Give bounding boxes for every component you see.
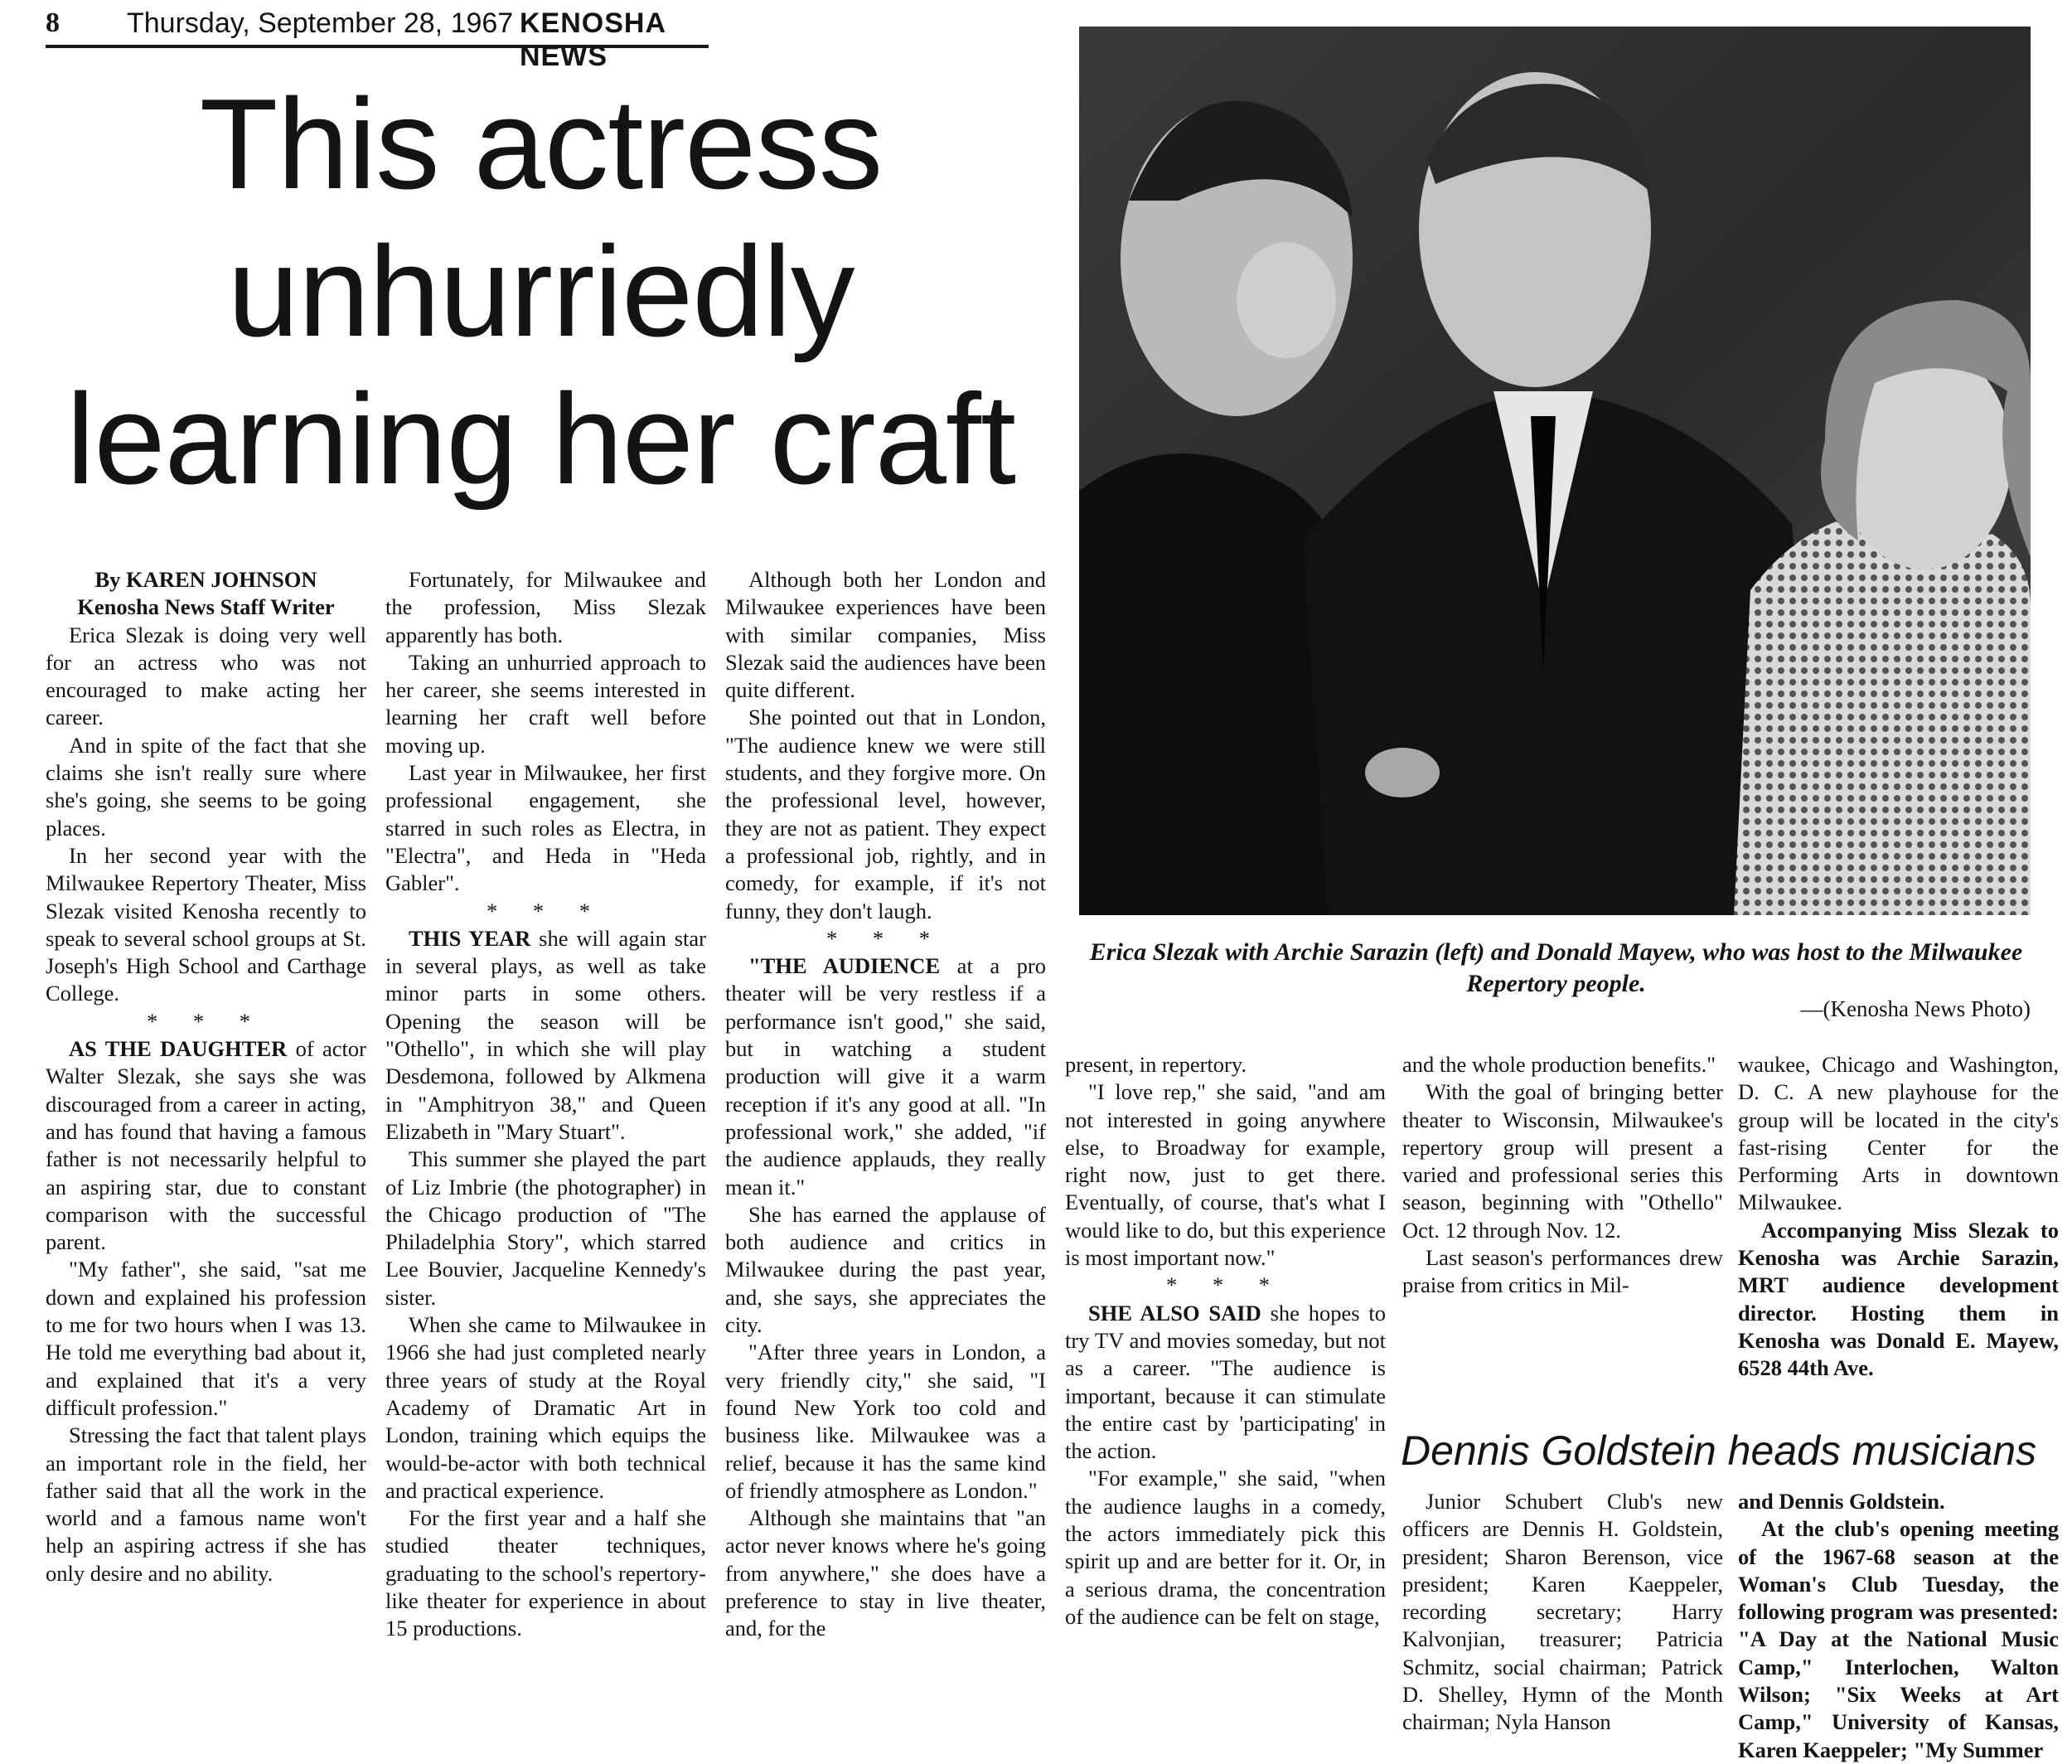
section-separator: * * * — [1166, 1272, 1285, 1298]
article-column-5 — [1402, 1051, 1723, 1300]
paragraph: "After three years in London, a very friendly city," she said, "I found New York too cold and business like. Milwaukee was a relief, because it has the same kind of friendly atmosphere as London." — [725, 1340, 1046, 1503]
paragraph: "I love rep," she said, "and am not interested in going anywhere else, to Broadway for example, right now, just to get there. Eventually, of course, that's what I would like to do, but this experience is most important now." — [1065, 1079, 1386, 1271]
paragraph: At the club's opening meeting of the 1967-68 season at the Woman's Club Tuesday, the following program was presented: "A Day at the National Music Camp," Interlochen, Walton Wilson; "Six Weeks at Art Camp," University of Kansas, Karen Kaeppeler; "My Summer — [1738, 1516, 2059, 1762]
page-number: 8 — [46, 7, 60, 38]
article-column-4 — [1065, 1051, 1386, 1631]
headline-line: learning her craft — [65, 367, 1016, 511]
second-story-column-2 — [1738, 1488, 2059, 1764]
paragraph: Accompanying Miss Slezak to Kenosha was Archie Sarazin, MRT audience development director. Hosting them in Kenosha was Donald E. Mayew, 6528 44th Ave. — [1738, 1217, 2059, 1381]
paragraph: This summer she played the part of Liz Imbrie (the photographer) in the Chicago production of "The Philadelphia Story", which starred Lee Bouvier, Jacqueline Kennedy's sister. — [385, 1146, 706, 1310]
headline-line: This actress — [199, 72, 883, 216]
section-separator: * * * — [487, 898, 605, 923]
paragraph: and the whole production benefits." — [1402, 1052, 1716, 1077]
paragraph: Fortunately, for Milwaukee and the profession, Miss Slezak apparently has both. — [385, 567, 706, 647]
byline-name: By KAREN JOHNSON — [94, 567, 317, 592]
photo-credit: —(Kenosha News Photo) — [1800, 996, 2031, 1021]
paragraph — [725, 952, 1046, 1201]
section-separator: * * * — [147, 1008, 265, 1034]
paragraph: Taking an unhurried approach to her career, she seems interested in learning her craft well before moving up. — [385, 649, 706, 758]
paragraph: "For example," she said, "when the audience laughs in a comedy, the actors immediately pick this spirit up and are better for it. Or, in a serious drama, the concentration of the audience can be felt on stage, — [1065, 1466, 1386, 1629]
paragraph: waukee, Chicago and Washington, D. C. A new playhouse for the group will be located in the city's fast-rising Center for the Performing Arts in downtown Milwaukee. — [1738, 1052, 2059, 1215]
article-column-2 — [385, 566, 706, 1643]
second-story-column-1 — [1402, 1488, 1723, 1737]
section-lead: "THE AUDIENCE — [748, 953, 941, 979]
paragraph: present, in repertory. — [1065, 1052, 1247, 1077]
paragraph: In her second year with the Milwaukee Repertory Theater, Miss Slezak visited Kenosha recently to speak to several school groups at St. Joseph's High School and Carthage College. — [46, 842, 366, 1006]
paragraph — [46, 1035, 366, 1256]
newspaper-name: KENOSHA NEWS — [520, 7, 666, 72]
paragraph: and Dennis Goldstein. — [1738, 1489, 1945, 1514]
paragraph: Junior Schubert Club's new officers are Dennis H. Goldstein, president; Sharon Berenson, vice president; Karen Kaeppeler, recording secretary; Harry Kalvonjian, treasurer; Patricia Schmitz, social chairman; Patrick D. Shelley, Hymn of the Month chairman; Nyla Hanson — [1402, 1489, 1723, 1735]
paragraph: Although both her London and Milwaukee experiences have been with similar companies, Miss Slezak said the audiences have been quite different. — [725, 567, 1046, 703]
paragraph: With the goal of bringing better theater to Wisconsin, Milwaukee's repertory group will present a varied and professional series this season, beginning with "Othello" Oct. 12 through Nov. 12. — [1402, 1079, 1723, 1243]
masthead — [46, 7, 709, 72]
paragraph: And in spite of the fact that she claims she isn't really sure where she's going, she seems to be going places. — [46, 732, 366, 841]
paragraph-text: of actor Walter Slezak, she says she was discouraged from a career in acting, and has found that having a famous father is not necessarily helpful to an aspiring star, due to constant comparison with the successful parent. — [46, 1036, 366, 1255]
section-lead: AS THE DAUGHTER — [69, 1036, 288, 1062]
section-separator: * * * — [826, 925, 945, 951]
paragraph: For the first year and a half she studied theater techniques, graduating to the school's repertory-like theater for experience in about 15 productions. — [385, 1505, 706, 1641]
paragraph: She pointed out that in London, "The audience knew we were still students, and they forgive more. On the professional level, however, they are not as patient. They expect a professional job, rightly, and in comedy, for example, if it's not funny, they don't laugh. — [725, 705, 1046, 923]
article-column-1 — [46, 566, 366, 1587]
paragraph — [385, 925, 706, 1146]
paragraph: Although she maintains that "an actor never knows where he's going from anywhere," she does have a preference to stay in live theater, and, for the — [725, 1505, 1046, 1641]
paragraph: Last season's performances drew praise from critics in Mil- — [1402, 1245, 1723, 1298]
article-column-3 — [725, 566, 1046, 1643]
headline — [33, 70, 1048, 513]
article-column-6 — [1738, 1051, 2059, 1383]
paragraph: Last year in Milwaukee, her first professional engagement, she starred in such roles as Electra, in "Electra", and Heda in "Heda Gabler". — [385, 760, 706, 896]
paragraph: Erica Slezak is doing very well for an actress who was not encouraged to make acting her career. — [46, 622, 366, 730]
paragraph-text: at a pro theater will be very restless if a performance isn't good," she said, but in watching a student production will give it a warm reception if it's any good at all. "In professional work," she added, "if the audience applauds, they really mean it." — [725, 953, 1046, 1199]
paragraph — [1065, 1300, 1386, 1466]
photo-illustration — [1079, 27, 2031, 915]
byline-role: Kenosha News Staff Writer — [77, 594, 335, 620]
section-lead: THIS YEAR — [409, 925, 531, 951]
dateline: Thursday, September 28, 1967 — [127, 7, 514, 39]
photo-caption: Erica Slezak with Archie Sarazin (left) and Donald Mayew, who was host to the Milwaukee Repertory people. — [1089, 938, 2023, 997]
headline-line: unhurriedly — [227, 220, 854, 363]
paragraph: Stressing the fact that talent plays an important role in the field, her father said that all the work in the world and a famous name won't help an aspiring actress if she has only desire and no ability. — [46, 1422, 366, 1586]
paragraph: "My father", she said, "sat me down and explained his profession to me for two hours when I was 13. He told me everything bad about it, and explained that it's a very difficult profession." — [46, 1257, 366, 1420]
paragraph: When she came to Milwaukee in 1966 she had just completed nearly three years of study at the Royal Academy of Dramatic Art in London, training which equips the would-be-actor with both technical and practical experience. — [385, 1312, 706, 1503]
paragraph-text: she hopes to try TV and movies someday, but not as a career. "The audience is important, because it can stimulate the entire cast by 'participating' in the action. — [1065, 1300, 1386, 1464]
second-story-headline: Dennis Goldstein heads musicians — [1401, 1427, 2037, 1474]
paragraph: She has earned the applause of both audience and critics in Milwaukee during the past year, and, she says, she appreciates the city. — [725, 1201, 1046, 1338]
news-photo — [1079, 27, 2031, 915]
paragraph-text: she will again star in several plays, as well as take minor parts in some others. Opening the season will be "Othello", in which she will play Desdemona, followed by Alkmena in "Amphitryon 38," and Queen Elizabeth in "Mary Stuart". — [385, 925, 706, 1144]
section-lead: SHE ALSO SAID — [1088, 1300, 1261, 1325]
